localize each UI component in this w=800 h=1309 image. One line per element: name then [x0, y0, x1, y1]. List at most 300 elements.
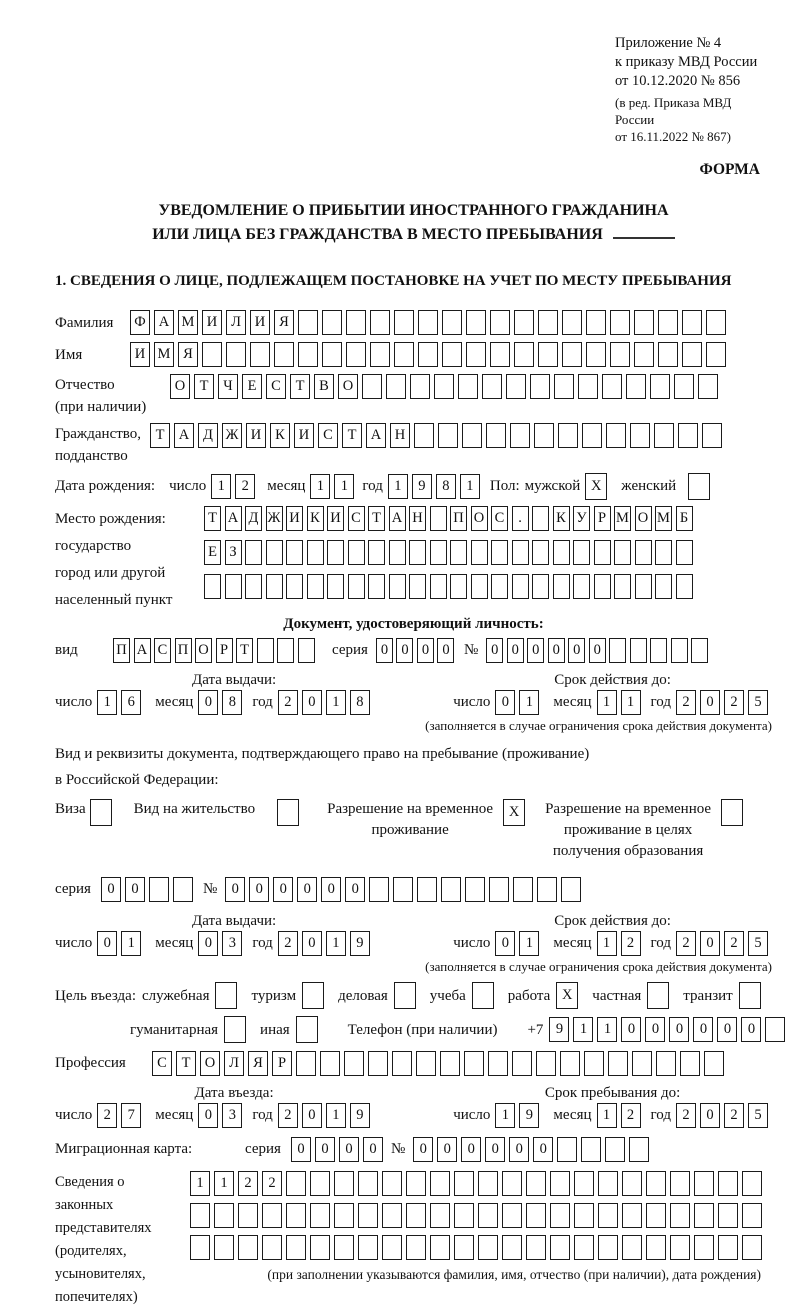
edu-permit-line1: Разрешение на временное	[545, 801, 712, 817]
representatives-label-line3: представителях	[55, 1220, 152, 1236]
char-box: 0	[495, 690, 515, 715]
char-box: Т	[236, 638, 253, 663]
char-box: 0	[291, 1137, 311, 1162]
char-box: И	[294, 423, 314, 448]
char-box	[334, 1235, 354, 1260]
char-box	[296, 1051, 316, 1076]
residence-doc-note: (заполняется в случае ограничения срока действия документа)	[425, 959, 772, 974]
migration-card-label: Миграционная карта:	[55, 1141, 193, 1157]
sex-male-checkbox	[585, 473, 611, 500]
edu-permit-label	[545, 799, 711, 862]
char-box: 0	[302, 931, 322, 956]
char-box	[416, 1051, 436, 1076]
char-box	[532, 574, 549, 599]
char-box	[674, 374, 694, 399]
char-box: 2	[278, 1103, 298, 1128]
char-box	[530, 374, 550, 399]
char-box: 2	[262, 1171, 282, 1196]
char-box	[491, 540, 508, 565]
char-box	[682, 310, 702, 335]
char-box: Ж	[222, 423, 242, 448]
char-box	[538, 342, 558, 367]
char-box	[574, 1171, 594, 1196]
char-box: 1	[121, 931, 141, 956]
char-box	[573, 540, 590, 565]
day-label: число	[55, 1107, 93, 1123]
char-box	[440, 1051, 460, 1076]
birth-place-row3-boxes	[204, 574, 696, 599]
char-box: 0	[321, 877, 341, 902]
patronymic-label	[55, 374, 170, 418]
char-box: Ч	[218, 374, 238, 399]
purpose-official-label: служебная	[141, 987, 210, 1004]
entry-month	[198, 1103, 246, 1128]
residence-expiry-line	[453, 931, 772, 956]
char-box: Е	[204, 540, 221, 565]
char-box	[502, 1203, 522, 1228]
char-box: С	[154, 638, 171, 663]
char-box	[574, 1235, 594, 1260]
char-box	[718, 1235, 738, 1260]
char-box: 1	[460, 474, 480, 499]
entry-year	[278, 1103, 374, 1128]
char-box	[512, 574, 529, 599]
char-box	[262, 1203, 282, 1228]
char-box	[368, 1051, 388, 1076]
char-box	[310, 1235, 330, 1260]
char-box	[562, 342, 582, 367]
char-box	[550, 1203, 570, 1228]
purpose-humanitarian-label: гуманитарная	[130, 1021, 219, 1038]
profession-boxes	[152, 1051, 728, 1076]
char-box	[654, 423, 674, 448]
month-label: месяц	[267, 478, 306, 494]
residence-expiry-day	[495, 931, 543, 956]
char-box	[466, 342, 486, 367]
char-box	[298, 310, 318, 335]
birth-place-label-line2: государство	[55, 538, 132, 554]
char-box	[478, 1203, 498, 1228]
field-representatives	[55, 1171, 772, 1309]
char-box: Р	[272, 1051, 292, 1076]
char-box	[406, 1171, 426, 1196]
stay-until-heading: Срок пребывания до:	[544, 1085, 681, 1101]
char-box: 0	[396, 638, 413, 663]
char-box: 9	[549, 1017, 569, 1042]
char-box	[538, 310, 558, 335]
char-box	[417, 877, 437, 902]
citizenship-label-line1: Гражданство,	[55, 426, 142, 442]
char-box	[482, 374, 502, 399]
residence-permit-checkbox	[277, 799, 303, 826]
purpose-business-checkbox	[394, 982, 420, 1009]
char-box	[307, 574, 324, 599]
char-box	[598, 1235, 618, 1260]
char-box: 3	[222, 931, 242, 956]
char-box: 0	[302, 1103, 322, 1128]
char-box	[266, 574, 283, 599]
char-box	[274, 342, 294, 367]
char-box	[558, 423, 578, 448]
char-box	[418, 342, 438, 367]
blank-underline	[613, 223, 675, 239]
year-label: год	[252, 1107, 273, 1123]
form-title-line2: ИЛИ ЛИЦА БЕЗ ГРАЖДАНСТВА В МЕСТО ПРЕБЫВАНИЯ	[152, 226, 603, 243]
day-label: число	[169, 478, 207, 494]
char-box	[614, 540, 631, 565]
char-box: Т	[290, 374, 310, 399]
char-box	[534, 423, 554, 448]
purpose-study-checkbox	[472, 982, 498, 1009]
char-box	[514, 310, 534, 335]
purpose-work-checkbox	[556, 982, 582, 1009]
char-box	[632, 1051, 652, 1076]
char-box: 8	[222, 690, 242, 715]
char-box	[490, 342, 510, 367]
char-box	[286, 1203, 306, 1228]
char-box: А	[366, 423, 386, 448]
char-box: 8	[350, 690, 370, 715]
char-box	[671, 638, 688, 663]
identity-doc-dates	[55, 670, 772, 715]
identity-expiry-heading: Срок действия до:	[554, 672, 671, 688]
char-box	[676, 540, 693, 565]
char-box	[634, 310, 654, 335]
month-label: месяц	[553, 694, 592, 710]
char-box	[298, 638, 315, 663]
char-box	[250, 342, 270, 367]
field-patronymic	[55, 374, 772, 418]
char-box	[694, 1203, 714, 1228]
char-box	[622, 1171, 642, 1196]
char-box	[532, 506, 549, 531]
char-box	[358, 1171, 378, 1196]
char-box	[190, 1235, 210, 1260]
char-box	[502, 1171, 522, 1196]
char-box: П	[175, 638, 192, 663]
char-box	[430, 506, 447, 531]
char-box	[536, 1051, 556, 1076]
char-box: А	[225, 506, 242, 531]
char-box: 0	[413, 1137, 433, 1162]
char-box	[706, 310, 726, 335]
month-label: месяц	[155, 694, 194, 710]
sex-male-label: мужской	[524, 478, 581, 494]
char-box	[430, 1203, 450, 1228]
char-box	[310, 1171, 330, 1196]
day-label: число	[453, 694, 491, 710]
char-box	[454, 1171, 474, 1196]
char-box	[658, 310, 678, 335]
char-box	[173, 877, 193, 902]
migration-number-label: №	[390, 1141, 406, 1157]
char-box: Н	[409, 506, 426, 531]
char-box: В	[314, 374, 334, 399]
char-box	[394, 982, 416, 1009]
field-citizenship	[55, 423, 772, 467]
char-box	[629, 1137, 649, 1162]
char-box	[647, 982, 669, 1009]
char-box	[382, 1235, 402, 1260]
char-box	[418, 310, 438, 335]
char-box: И	[250, 310, 270, 335]
char-box	[322, 342, 342, 367]
char-box	[478, 1171, 498, 1196]
char-box	[610, 310, 630, 335]
char-box: О	[200, 1051, 220, 1076]
char-box	[704, 1051, 724, 1076]
char-box	[224, 1016, 246, 1043]
char-box	[718, 1203, 738, 1228]
char-box	[434, 374, 454, 399]
appendix-line: к приказу МВД России	[615, 54, 758, 70]
char-box: 0	[693, 1017, 713, 1042]
char-box: Н	[390, 423, 410, 448]
year-label: год	[650, 694, 671, 710]
char-box: С	[318, 423, 338, 448]
char-box	[262, 1235, 282, 1260]
char-box: 0	[621, 1017, 641, 1042]
phone-label: Телефон (при наличии)	[347, 1021, 498, 1038]
char-box	[554, 374, 574, 399]
char-box	[510, 423, 530, 448]
char-box: И	[286, 506, 303, 531]
char-box: 0	[249, 877, 269, 902]
residence-number-label: №	[202, 881, 218, 897]
char-box	[586, 342, 606, 367]
char-box: С	[152, 1051, 172, 1076]
char-box	[334, 1203, 354, 1228]
char-box	[389, 540, 406, 565]
char-box: С	[348, 506, 365, 531]
char-box	[557, 1137, 577, 1162]
day-label: число	[55, 935, 93, 951]
char-box: 1	[573, 1017, 593, 1042]
purpose-transit-label: транзит	[683, 987, 733, 1004]
representatives-label-line2: законных	[55, 1197, 114, 1213]
char-box	[622, 1235, 642, 1260]
char-box	[512, 1051, 532, 1076]
char-box	[694, 1235, 714, 1260]
char-box	[370, 342, 390, 367]
char-box: 1	[97, 690, 117, 715]
birth-month-boxes	[310, 474, 358, 499]
entry-day	[97, 1103, 145, 1128]
birth-place-label-line4: населенный пункт	[55, 592, 173, 608]
char-box	[382, 1203, 402, 1228]
residence-series-label: серия	[55, 881, 91, 897]
char-box: 0	[486, 638, 503, 663]
char-box	[694, 1171, 714, 1196]
char-box: Л	[224, 1051, 244, 1076]
char-box	[320, 1051, 340, 1076]
day-label: число	[55, 694, 93, 710]
option-residence-permit	[134, 799, 303, 826]
char-box	[655, 540, 672, 565]
appendix-line: от 10.12.2020 № 856	[615, 73, 741, 89]
char-box	[676, 574, 693, 599]
char-box	[614, 574, 631, 599]
stay-year	[676, 1103, 772, 1128]
residence-issue-year	[278, 931, 374, 956]
representatives-labels	[55, 1171, 190, 1309]
doc-number-label: №	[463, 642, 479, 658]
char-box: К	[270, 423, 290, 448]
char-box	[630, 638, 647, 663]
char-box	[409, 574, 426, 599]
char-box: 2	[621, 931, 641, 956]
temp-permit-line2: проживание	[371, 822, 449, 838]
char-box: 0	[437, 1137, 457, 1162]
char-box	[370, 310, 390, 335]
char-box: Т	[342, 423, 362, 448]
phone-prefix: +7	[527, 1021, 544, 1038]
char-box: 5	[748, 690, 768, 715]
char-box	[622, 1203, 642, 1228]
char-box	[680, 1051, 700, 1076]
char-box	[466, 310, 486, 335]
char-box: 2	[724, 931, 744, 956]
char-box	[450, 540, 467, 565]
char-box: 0	[198, 690, 218, 715]
char-box: М	[655, 506, 672, 531]
field-profession	[55, 1050, 772, 1077]
residence-expiry-month	[597, 931, 645, 956]
char-box: Т	[194, 374, 214, 399]
char-box	[598, 1171, 618, 1196]
char-box: 2	[278, 931, 298, 956]
purpose-label: Цель въезда:	[55, 987, 136, 1004]
migration-series-boxes	[291, 1137, 387, 1162]
birth-year-boxes	[388, 474, 484, 499]
char-box	[465, 877, 485, 902]
char-box: Ж	[266, 506, 283, 531]
char-box: 9	[412, 474, 432, 499]
char-box	[394, 342, 414, 367]
migration-series-label: серия	[245, 1141, 281, 1157]
stay-month	[597, 1103, 645, 1128]
char-box	[635, 540, 652, 565]
char-box	[406, 1235, 426, 1260]
temp-permit-label	[327, 799, 493, 841]
char-box: Т	[368, 506, 385, 531]
year-label: год	[362, 478, 383, 494]
char-box	[608, 1051, 628, 1076]
char-box: .	[512, 506, 529, 531]
char-box: Я	[178, 342, 198, 367]
char-box	[322, 310, 342, 335]
visa-label: Виза	[55, 801, 86, 817]
char-box	[238, 1203, 258, 1228]
char-box	[635, 574, 652, 599]
purpose-tourism-label: туризм	[251, 987, 297, 1004]
char-box	[650, 638, 667, 663]
char-box	[532, 540, 549, 565]
char-box	[706, 342, 726, 367]
char-box: М	[614, 506, 631, 531]
char-box	[344, 1051, 364, 1076]
char-box: Т	[204, 506, 221, 531]
char-box: И	[130, 342, 150, 367]
char-box	[277, 799, 299, 826]
char-box: 1	[621, 690, 641, 715]
char-box: С	[266, 374, 286, 399]
char-box	[702, 423, 722, 448]
char-box	[430, 1235, 450, 1260]
char-box	[586, 310, 606, 335]
char-box	[513, 877, 533, 902]
char-box: 1	[519, 690, 539, 715]
representatives-label-line1: Сведения о	[55, 1174, 125, 1190]
char-box	[414, 423, 434, 448]
residence-permit-label: Вид на жительство	[133, 801, 256, 817]
residence-doc-dates	[55, 911, 772, 956]
char-box	[409, 540, 426, 565]
char-box	[190, 1203, 210, 1228]
temp-permit-checkbox	[503, 799, 529, 826]
char-box: Я	[248, 1051, 268, 1076]
char-box: 1	[519, 931, 539, 956]
purpose-official-checkbox	[215, 982, 241, 1009]
identity-expiry-year	[676, 690, 772, 715]
char-box: 5	[748, 1103, 768, 1128]
representatives-row1	[190, 1171, 766, 1196]
char-box	[765, 1017, 785, 1042]
char-box: 9	[350, 1103, 370, 1128]
char-box: 0	[717, 1017, 737, 1042]
month-label: месяц	[553, 1107, 592, 1123]
char-box	[286, 574, 303, 599]
char-box: О	[635, 506, 652, 531]
char-box	[655, 574, 672, 599]
temp-permit-line1: Разрешение на временное	[327, 801, 494, 817]
char-box	[598, 1203, 618, 1228]
char-box	[550, 1235, 570, 1260]
purpose-business-label: деловая	[338, 987, 388, 1004]
char-box	[358, 1235, 378, 1260]
char-box: С	[491, 506, 508, 531]
char-box	[438, 423, 458, 448]
char-box	[578, 374, 598, 399]
stay-until-group	[453, 1083, 772, 1128]
char-box	[430, 1171, 450, 1196]
form-marker: ФОРМА	[699, 161, 760, 178]
representatives-note: (при заполнении указываются фамилия, имя, отчество (при наличии), дата рождения)	[267, 1267, 761, 1282]
char-box: 0	[302, 690, 322, 715]
profession-label: Профессия	[55, 1055, 126, 1071]
char-box: 1	[334, 474, 354, 499]
char-box: 2	[235, 474, 255, 499]
char-box: А	[154, 310, 174, 335]
char-box: А	[174, 423, 194, 448]
identity-doc-heading: Документ, удостоверяющий личность:	[283, 616, 544, 632]
year-label: год	[650, 1107, 671, 1123]
char-box: 2	[724, 1103, 744, 1128]
char-box: 1	[597, 1017, 617, 1042]
char-box: Р	[216, 638, 233, 663]
char-box	[296, 1016, 318, 1043]
entry-date-group	[55, 1083, 413, 1128]
char-box: Т	[176, 1051, 196, 1076]
char-box: 9	[519, 1103, 539, 1128]
char-box	[346, 310, 366, 335]
char-box	[698, 374, 718, 399]
amendment-reference	[615, 94, 772, 145]
char-box: 3	[222, 1103, 242, 1128]
char-box	[214, 1203, 234, 1228]
char-box	[472, 982, 494, 1009]
char-box: 1	[211, 474, 231, 499]
